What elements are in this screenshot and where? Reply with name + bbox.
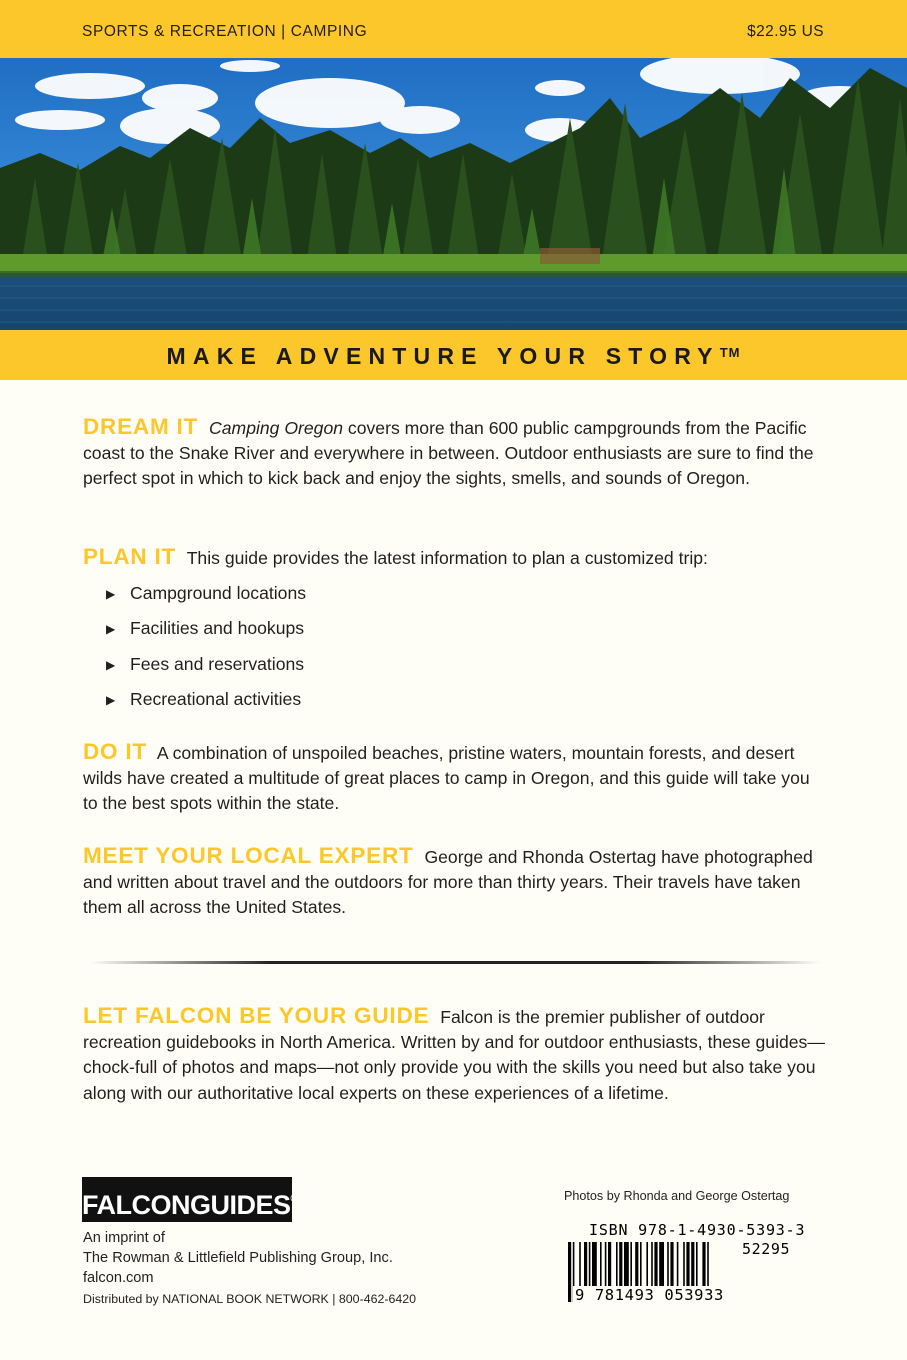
category-label: SPORTS & RECREATION | CAMPING <box>82 23 368 40</box>
falcon-section <box>83 1003 825 1106</box>
triangle-bullet-icon: ▶ <box>106 692 116 707</box>
triangle-bullet-icon: ▶ <box>106 657 116 672</box>
trademark: TM <box>719 345 741 360</box>
publisher-name: The Rowman & Littlefield Publishing Group, Inc. <box>83 1250 393 1267</box>
dream-body: covers more than 600 public campgrounds from the Pacific coast to the Snake River and everywhere in between. Outdoor enthusiasts are sure to find the perfect spot in which to kick back and enjoy the sights, smells, and sounds of Oregon. <box>83 418 814 489</box>
doit-body: A combination of unspoiled beaches, pristine waters, mountain forests, and desert wilds have created a multitude of great places to camp in Oregon, and this guide will take you to the best spots within the state. <box>83 743 810 814</box>
barcode-number: 9 781493 053933 <box>575 1286 724 1304</box>
registered-mark: ® <box>290 1193 299 1205</box>
falcon-lead: LET FALCON BE YOUR GUIDE <box>83 1003 430 1028</box>
forest-lake-photo <box>0 58 907 330</box>
tagline-text: MAKE ADVENTURE YOUR STORY <box>166 343 720 369</box>
falconguides-logo <box>82 1177 299 1222</box>
expert-body: George and Rhonda Ostertag have photographed and written about travel and the outdoors for more than thirty years. Their travels have taken them all across the United States. <box>83 847 813 918</box>
publisher-url: falcon.com <box>83 1270 154 1287</box>
dream-section <box>83 414 825 492</box>
dream-lead: DREAM IT <box>83 414 199 439</box>
triangle-bullet-icon: ▶ <box>106 622 116 637</box>
plan-list <box>106 580 306 721</box>
plan-section <box>83 544 825 571</box>
list-item-label: Recreational activities <box>130 688 302 709</box>
expert-lead: MEET YOUR LOCAL EXPERT <box>83 843 414 868</box>
triangle-bullet-icon: ▶ <box>106 587 116 601</box>
list-item-label: Facilities and hookups <box>130 618 305 639</box>
list-item-label: Campground locations <box>130 583 307 603</box>
logo-text: FALCONGUIDES <box>82 1190 291 1220</box>
top-banner <box>0 0 907 58</box>
list-item <box>106 686 306 721</box>
falcon-body: Falcon is the premier publisher of outdoor recreation guidebooks in North America. Written by and for outdoor enthusiasts, these guides—chock-full of photos and maps—not only provide you with the skills you need but also take you along with our authoritative local experts on these experiences of a lifetime. <box>83 1007 825 1103</box>
list-item <box>106 580 306 615</box>
tagline <box>0 343 907 370</box>
imprint-block <box>83 1228 393 1289</box>
doit-section <box>83 739 825 817</box>
list-item-label: Fees and reservations <box>130 653 305 674</box>
plan-body: This guide provides the latest information to plan a customized trip: <box>186 548 708 568</box>
price-label: $22.95 US <box>747 23 824 40</box>
imprint-line: An imprint of <box>83 1230 165 1246</box>
expert-section <box>83 843 825 921</box>
distributor-line: Distributed by NATIONAL BOOK NETWORK | 800-462-6420 <box>83 1292 417 1306</box>
photo-credit: Photos by Rhonda and George Ostertag <box>564 1189 790 1203</box>
book-title: Camping Oregon <box>209 418 344 438</box>
list-item <box>106 651 306 686</box>
isbn-text: ISBN 978-1-4930-5393-3 <box>589 1221 806 1239</box>
tagline-band <box>0 330 907 380</box>
plan-lead: PLAN IT <box>83 544 177 569</box>
list-item <box>106 615 306 650</box>
price-code: 52295 <box>742 1240 791 1258</box>
doit-lead: DO IT <box>83 739 147 764</box>
divider <box>90 961 820 964</box>
